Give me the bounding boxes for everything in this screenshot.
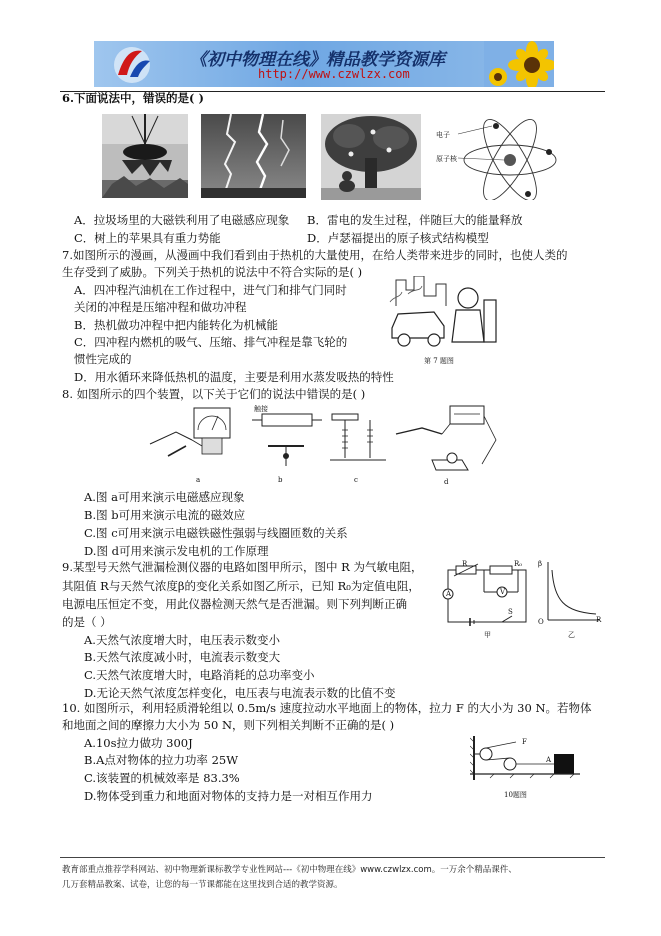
q7-option-d: D．用水循环来降低热机的温度，主要是利用水蒸发吸热的特性 [74, 370, 394, 384]
q7-option-b: B．热机做功冲程中把内能转化为机械能 [74, 318, 278, 332]
q10-option-a: A.10s拉力做功 300J [84, 736, 193, 750]
q10-stem-line2: 和地面之间的摩擦力大小为 50 N，则下列相关判断不正确的是( ) [62, 718, 395, 732]
q9-option-a: A.天然气浓度增大时，电压表示数变小 [84, 633, 280, 647]
q9-graph-x-label: R [596, 616, 602, 624]
q7-option-a-line2: 关闭的冲程是压缩冲程和做功冲程 [74, 300, 247, 314]
q8-fig-label-a: a [196, 476, 201, 484]
q8-fig-label-b: b [278, 476, 283, 484]
q8-option-a: A.图 a可用来演示电磁感应现象 [84, 490, 245, 504]
banner-title: 《初中物理在线》精品教学资源库 [190, 50, 445, 70]
q8-figure-c [330, 408, 388, 470]
footer-rule [60, 857, 605, 858]
q10-figure-caption: 10题图 [504, 791, 527, 799]
q8-option-d: D.图 d可用来演示发电机的工作原理 [84, 544, 269, 558]
q7-option-c-line1: C．四冲程内燃机的吸气、压缩、排气冲程是靠飞轮的 [74, 335, 348, 349]
q10-option-c: C.该装置的机械效率是 83.3% [84, 771, 240, 785]
sunflower-icon [484, 41, 554, 87]
q6-option-d: D．卢瑟福提出的原子核式结构模型 [307, 231, 489, 245]
atom-label-nucleus: 原子核 [436, 155, 457, 163]
q9-option-d: D.无论天然气浓度怎样变化，电压表与电流表示数的比值不变 [84, 686, 396, 700]
q9-resistance-graph [540, 560, 602, 624]
q6-option-c: C．树上的苹果具有重力势能 [74, 231, 221, 245]
q9-option-c: C.天然气浓度增大时，电路消耗的总功率变小 [84, 668, 315, 682]
q6-image-magnet-crane [102, 114, 188, 198]
q6-option-a: A．拉圾场里的大磁铁利用了电磁感应现象 [74, 213, 290, 227]
q10-label-a: A [546, 756, 552, 764]
q9-label-switch: S [508, 608, 513, 616]
q9-stem-line4: 的是（ ） [62, 615, 112, 629]
q8-figure-d [392, 400, 502, 480]
q9-label-r: R [462, 560, 468, 568]
q9-option-b: B.天然气浓度减小时，电流表示数变大 [84, 650, 281, 664]
q10-stem-line1: 10. 如图所示，利用轻质滑轮组以 0.5m/s 速度拉动水平地面上的物体，拉力 F 的大小为 30 N。若物体 [62, 701, 592, 715]
q8-figure-a [146, 400, 240, 472]
q8-option-b: B.图 b可用来演示电流的磁效应 [84, 508, 246, 522]
q7-figure-caption: 第 7 题图 [424, 357, 454, 365]
q10-label-f: F [522, 738, 527, 746]
q9-stem-line1: 9.某型号天然气泄漏检测仪器的电路如图甲所示，图中 R 为气敏电阻， [62, 560, 423, 574]
q8-fig-label-touch: 触接 [254, 405, 268, 413]
footer-line2: 几万套精品教案、试卷，让您的每一节课都能在这里找到合适的教学资源。 [62, 880, 343, 890]
header-banner [94, 41, 554, 87]
q6-stem: 6.下面说法中，错误的是( ) [62, 91, 204, 105]
q9-label-ammeter: A [446, 590, 452, 598]
q9-circuit-diagram [440, 562, 532, 630]
q10-option-d: D.物体受到重力和地面对物体的支持力是一对相互作用力 [84, 789, 373, 803]
q7-stem-line2: 生存受到了威胁。下列关于热机的说法中不符合实际的是( ) [62, 265, 363, 279]
q9-label-voltmeter: V [500, 588, 506, 596]
q7-option-a-line1: A．四冲程汽油机在工作过程中，进气门和排气门同时 [74, 283, 347, 297]
banner-url: http://www.czwlzx.com [258, 67, 410, 81]
q9-label-fig-jia: 甲 [484, 631, 491, 639]
q8-fig-label-c: c [354, 476, 358, 484]
q9-stem-line3: 电源电压恒定不变，用此仪器检测天然气是否泄漏。则下列判断正确 [62, 597, 407, 611]
q8-option-c: C.图 c可用来演示电磁铁磁性强弱与线圈匝数的关系 [84, 526, 348, 540]
q9-label-r0: R₀ [514, 560, 523, 568]
q9-graph-y-label: β [538, 560, 543, 568]
q7-stem-line1: 7.如图所示的漫画，从漫画中我们看到由于热机的大量使用，在给人类带来进步的同时，也使人类的 [62, 248, 568, 262]
q9-stem-line2: 其阻值 R与天然气浓度β的变化关系如图乙所示，已知 R₀为定值电阻， [62, 579, 420, 593]
footer-line1: 教育部重点推荐学科网站、初中物理新课标教学专业性网站---《初中物理在线》www.czwlzx.com。一万余个精品课件、 [62, 865, 517, 875]
atom-label-electron: 电子 [436, 131, 450, 139]
q9-graph-origin: O [538, 618, 544, 626]
q6-option-b: B．雷电的发生过程，伴随巨大的能量释放 [307, 213, 523, 227]
site-logo [102, 41, 162, 87]
q10-option-b: B.A点对物体的拉力功率 25W [84, 753, 239, 767]
q7-option-c-line2: 惯性完成的 [74, 352, 132, 366]
q7-cartoon-image [388, 276, 500, 352]
q8-stem: 8. 如图所示的四个装置，以下关于它们的说法中错误的是( ) [62, 387, 366, 401]
q8-fig-label-d: d [444, 478, 449, 486]
q9-label-fig-yi: 乙 [568, 631, 575, 639]
q6-image-lightning [201, 114, 306, 198]
q6-image-apple-tree [321, 114, 421, 200]
